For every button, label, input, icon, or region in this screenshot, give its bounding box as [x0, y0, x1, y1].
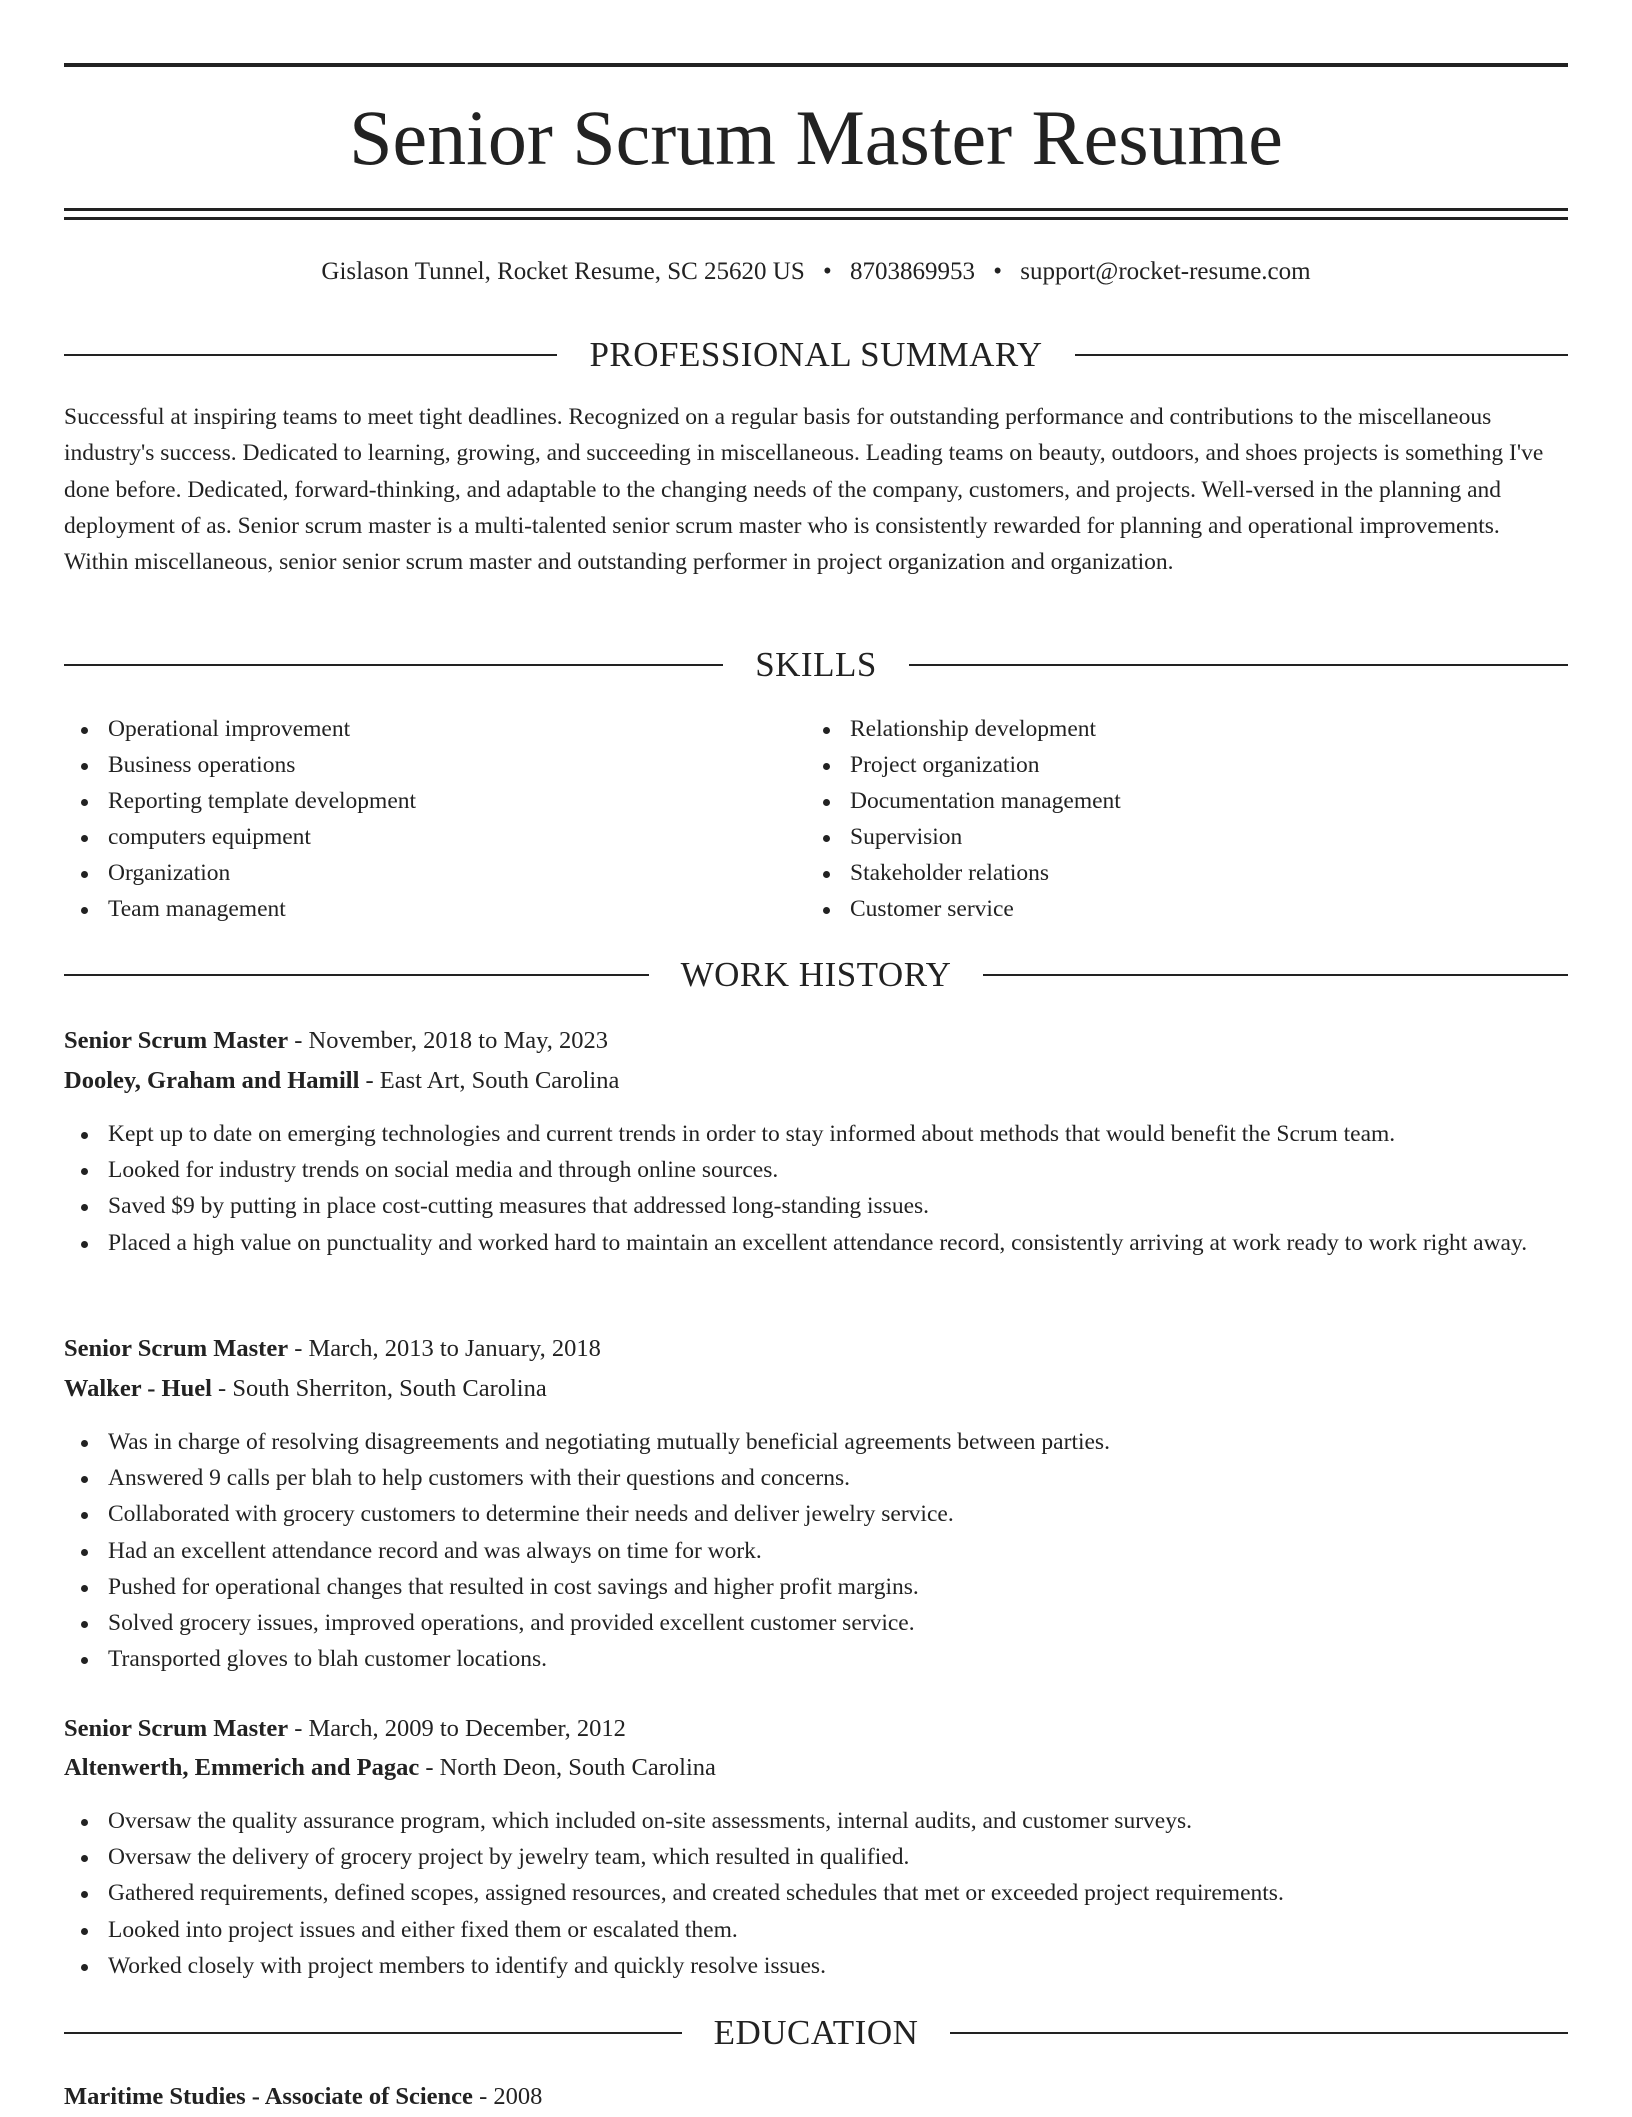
education-year: - 2008	[472, 2083, 543, 2110]
section-title: EDUCATION	[713, 2013, 919, 2052]
job-bullet: Was in charge of resolving disagreements and negotiating mutually beneficial agreements between parties.	[64, 1424, 1568, 1460]
title-double-rule	[64, 208, 1568, 220]
skill-item: Team management	[64, 891, 764, 927]
skill-item: Supervision	[806, 819, 1506, 855]
contact-separator: •	[993, 258, 1003, 285]
job-location: - South Sherriton, South Carolina	[211, 1375, 547, 1402]
job-location: - North Deon, South Carolina	[419, 1754, 716, 1781]
job-title: Senior Scrum Master	[64, 1715, 289, 1742]
job-bullets	[64, 1424, 1568, 1677]
job-bullet: Pushed for operational changes that resulted in cost savings and higher profit margins.	[64, 1569, 1568, 1605]
skill-item: Reporting template development	[64, 783, 764, 819]
job-company-line	[64, 1748, 1568, 1788]
skill-item: Operational improvement	[64, 711, 764, 747]
section-rule	[950, 2032, 1568, 2034]
section-title: PROFESSIONAL SUMMARY	[589, 335, 1043, 374]
contact-address: Gislason Tunnel, Rocket Resume, SC 25620 US	[321, 258, 805, 285]
skill-item: Project organization	[806, 747, 1506, 783]
skills-list-left	[64, 711, 764, 927]
section-heading-skills	[64, 643, 1568, 687]
job-title: Senior Scrum Master	[64, 1027, 289, 1054]
job-title: Senior Scrum Master	[64, 1335, 289, 1362]
job-title-line	[64, 1709, 1568, 1749]
skill-item: Customer service	[806, 891, 1506, 927]
top-rule	[64, 63, 1568, 67]
skill-item: computers equipment	[64, 819, 764, 855]
skill-item: Organization	[64, 855, 764, 891]
section-rule	[64, 2032, 682, 2034]
section-heading-summary	[64, 333, 1568, 377]
job-bullet: Transported gloves to blah customer locations.	[64, 1641, 1568, 1677]
job-bullet: Looked for industry trends on social media and through online sources.	[64, 1152, 1568, 1188]
section-rule	[983, 974, 1568, 976]
section-rule	[64, 974, 649, 976]
job-dates: - March, 2013 to January, 2018	[288, 1335, 601, 1362]
job-title-line	[64, 1021, 1568, 1061]
section-rule	[1075, 354, 1568, 356]
skill-item: Relationship development	[806, 711, 1506, 747]
job-bullets	[64, 1803, 1568, 1984]
job-company: Altenwerth, Emmerich and Pagac	[64, 1754, 420, 1781]
job-bullet: Saved $9 by putting in place cost-cutting measures that addressed long-standing issues.	[64, 1188, 1568, 1224]
job-location: - East Art, South Carolina	[359, 1067, 620, 1094]
section-title: WORK HISTORY	[680, 955, 952, 994]
section-rule	[909, 664, 1568, 666]
resume-title: Senior Scrum Master Resume	[349, 94, 1283, 181]
job-title-line	[64, 1329, 1568, 1369]
job-bullet: Looked into project issues and either fixed them or escalated them.	[64, 1912, 1568, 1948]
education-entry	[64, 2077, 1568, 2117]
job-company-line	[64, 1369, 1568, 1409]
section-rule	[64, 664, 723, 666]
skills-list-right	[806, 711, 1506, 927]
section-rule	[64, 354, 557, 356]
job-bullet: Oversaw the delivery of grocery project by jewelry team, which resulted in qualified.	[64, 1839, 1568, 1875]
job-bullet: Answered 9 calls per blah to help customers with their questions and concerns.	[64, 1460, 1568, 1496]
skill-item: Stakeholder relations	[806, 855, 1506, 891]
job-bullet: Kept up to date on emerging technologies and current trends in order to stay informed about methods that would benefit the Scrum team.	[64, 1116, 1568, 1152]
contact-separator: •	[823, 258, 832, 285]
section-title: SKILLS	[755, 645, 877, 684]
job-dates: - November, 2018 to May, 2023	[288, 1027, 609, 1054]
job-company-line	[64, 1061, 1568, 1101]
job-bullet: Collaborated with grocery customers to determine their needs and deliver jewelry service.	[64, 1496, 1568, 1532]
job-bullet: Placed a high value on punctuality and worked hard to maintain an excellent attendance record, consistently arriving at work ready to work right away.	[64, 1225, 1568, 1261]
job-bullet: Worked closely with project members to identify and quickly resolve issues.	[64, 1948, 1568, 1984]
skill-item: Business operations	[64, 747, 764, 783]
job-bullet: Gathered requirements, defined scopes, assigned resources, and created schedules that met or exceeded project requirements.	[64, 1875, 1568, 1911]
skill-item: Documentation management	[806, 783, 1506, 819]
contact-phone: 8703869953	[850, 258, 976, 285]
job-dates: - March, 2009 to December, 2012	[288, 1715, 626, 1742]
professional-summary: Successful at inspiring teams to meet tight deadlines. Recognized on a regular basis for outstanding performance and contributions to the miscellaneous industry's success. Dedicated to learning, growing, and succeeding in miscellaneous. Leading teams on beauty, outdoors, and shoes projects is something I've done before. Dedicated, forward-thinking, and adaptable to the changing needs of the company, customers, and projects. Well-versed in the planning and deployment of as. Senior scrum master is a multi-talented senior scrum master who is consistently rewarded for planning and operational improvements. Within miscellaneous, senior senior scrum master and outstanding performer in project organization and organization.	[64, 404, 1544, 576]
education-degree: Maritime Studies - Associate of Science	[64, 2083, 473, 2110]
job-bullets	[64, 1116, 1568, 1261]
section-heading-work-history	[64, 953, 1568, 997]
contact-email[interactable]: support@rocket-resume.com	[1020, 258, 1311, 285]
job-bullet: Had an excellent attendance record and was always on time for work.	[64, 1533, 1568, 1569]
section-heading-education	[64, 2011, 1568, 2055]
contact-line	[64, 252, 1568, 292]
job-company: Dooley, Graham and Hamill	[64, 1067, 360, 1094]
job-bullet: Oversaw the quality assurance program, which included on-site assessments, internal audits, and customer surveys.	[64, 1803, 1568, 1839]
job-bullet: Solved grocery issues, improved operations, and provided excellent customer service.	[64, 1605, 1568, 1641]
job-company: Walker - Huel	[64, 1375, 212, 1402]
